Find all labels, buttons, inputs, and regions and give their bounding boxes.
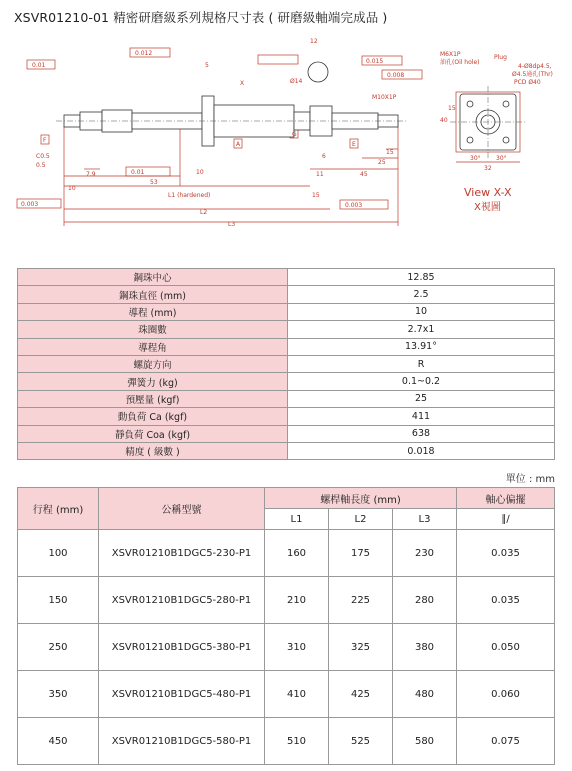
ballscrew-drawing	[0, 26, 572, 238]
table-row: 150 XSVR01210B1DGC5-280-P1 210 225 280 0.035	[18, 577, 555, 624]
datum-e: E	[352, 141, 356, 148]
header-l2: L2	[329, 509, 393, 530]
dim-11: 11	[316, 171, 324, 178]
dim-c05: C0.5	[36, 153, 50, 160]
datum-g: G	[292, 131, 297, 138]
thread-m10: M10X1P	[372, 94, 397, 101]
dim-10b: 10	[196, 169, 204, 176]
dim-32: 32	[484, 165, 492, 172]
header-model: 公稱型號	[99, 488, 265, 530]
plug-label: Plug	[494, 54, 507, 61]
tol-001-a: 0.01	[32, 62, 46, 69]
spec-row: 螺旋方向 R	[18, 355, 555, 372]
header-l3: L3	[393, 509, 457, 530]
tol-0012-a: 0.012	[135, 50, 153, 57]
spec-row: 導程 (mm) 10	[18, 303, 555, 320]
dim-15b: 15	[386, 149, 394, 156]
l1-hardened: L1 (hardened)	[168, 192, 211, 199]
dim-05: 0.5	[36, 162, 46, 169]
dim-25: 25	[378, 159, 386, 166]
holes-label-2: Ø4.5通孔(Thr)	[512, 71, 553, 78]
table-row: 450 XSVR01210B1DGC5-580-P1 510 525 580 0.075	[18, 718, 555, 765]
view-xx-cn-label: X視圖	[474, 202, 501, 213]
l2: L2	[200, 209, 208, 216]
oil-hole: 油孔(Oil hole)	[440, 59, 480, 66]
header-length: 螺桿軸長度 (mm)	[265, 488, 457, 509]
page-title: XSVR01210-01 精密研磨級系列規格尺寸表 ( 研磨級軸端完成品 )	[14, 10, 388, 25]
spec-row: 彈簧力 (kg) 0.1~0.2	[18, 373, 555, 390]
spec-row: 精度 ( 級數 ) 0.018	[18, 442, 555, 459]
spec-table	[17, 268, 555, 460]
tol-0003-f: 0.003	[21, 201, 39, 208]
datum-a: A	[236, 141, 241, 148]
header-runout: 軸心偏擺	[457, 488, 555, 509]
dim-10: 10	[68, 185, 76, 192]
dim-45: 45	[360, 171, 368, 178]
dim-5: 5	[205, 62, 209, 69]
section-mark: X	[240, 80, 245, 87]
dim-79: 7.9	[86, 171, 96, 178]
dim-15c: 15	[448, 105, 456, 112]
view-xx-label: View X-X	[464, 186, 512, 199]
dim-6: 6	[322, 153, 326, 160]
table-row: 350 XSVR01210B1DGC5-480-P1 410 425 480 0.060	[18, 671, 555, 718]
table-row: 250 XSVR01210B1DGC5-380-P1 310 325 380 0.050	[18, 624, 555, 671]
datum-f: F	[43, 137, 47, 144]
unit-label: 單位 : mm	[505, 474, 555, 485]
product-table	[17, 487, 555, 765]
spec-row: 鋼珠中心 12.85	[18, 269, 555, 286]
dim-40: 40	[440, 117, 448, 124]
spec-row: 鋼珠直徑 (mm) 2.5	[18, 286, 555, 303]
dim-53: 53	[150, 179, 158, 186]
tol-001-a2: 0.01	[131, 169, 145, 176]
table-row: 100 XSVR01210B1DGC5-230-P1 160 175 230 0.035	[18, 530, 555, 577]
tol-0003-e: 0.003	[345, 202, 363, 209]
thread-m6: M6X1P	[440, 51, 461, 58]
holes-label: 4-Ø8dp4.5,	[518, 63, 552, 70]
l3: L3	[228, 221, 236, 228]
header-l1: L1	[265, 509, 329, 530]
dim-14: Ø14	[290, 78, 303, 85]
dim-12: 12	[310, 38, 318, 45]
dim-30a: 30°	[470, 155, 481, 162]
tol-0015-a: 0.015	[366, 58, 384, 65]
spec-row: 靜負荷 Coa (kgf) 638	[18, 425, 555, 442]
header-stroke: 行程 (mm)	[18, 488, 99, 530]
dim-30b: 30°	[496, 155, 507, 162]
spec-row: 動負荷 Ca (kgf) 411	[18, 408, 555, 425]
spec-row: 預壓量 (kgf) 25	[18, 390, 555, 407]
tol-0008-e: 0.008	[387, 72, 405, 79]
dim-15: 15	[312, 192, 320, 199]
spec-row: 導程角 13.91°	[18, 338, 555, 355]
parallelism-icon: ∥∕	[457, 509, 555, 530]
pcd-label: PCD Ø40	[514, 79, 541, 86]
spec-row: 珠圈數 2.7x1	[18, 321, 555, 338]
